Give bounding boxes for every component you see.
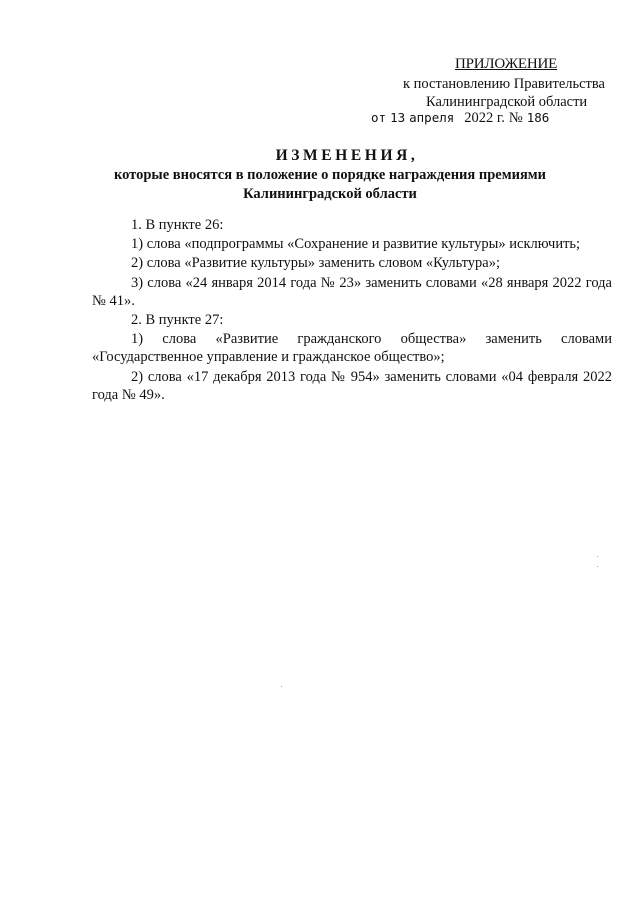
date-prefix: от [371,110,387,125]
date-month: апреля [409,110,455,125]
document-number: 186 [526,110,550,125]
document-title: ИЗМЕНЕНИЯ, [275,147,419,164]
changes-list [92,216,612,404]
appendix-line-resolution: к постановлению Правительства [403,76,605,92]
change-item: 1) слова «подпрограммы «Сохранение и развитие культуры» исключить; [131,236,581,253]
document-subtitle-line1: которые вносятся в положение о порядке награждения премиями [113,167,547,183]
date-day: 13 [390,110,406,125]
appendix-line-region: Калининградской области [426,94,588,110]
date-year: 2022 г. [464,110,505,126]
number-sign: № [508,110,523,126]
appendix-title: ПРИЛОЖЕНИЕ [455,56,558,72]
change-item: 3) слова «24 января 2014 года № 23» заменить словами «28 января 2022 года № 41». [92,274,612,309]
appendix-date-line [371,110,549,127]
scan-artifact [281,686,282,687]
change-item: 2) слова «Развитие культуры» заменить словом «Культура»; [131,255,501,272]
change-item: 1) слова «Развитие гражданского общества» заменить словами «Государственное управление и гражданское общество»; [92,331,612,366]
scan-artifact [597,566,598,567]
change-item: 2) слова «17 декабря 2013 года № 954» заменить словами «04 февраля 2022 года № 49». [92,368,612,403]
scan-artifact [597,556,598,557]
change-item: 2. В пункте 27: [131,312,224,329]
change-item: 1. В пункте 26: [131,217,224,233]
document-subtitle-line2: Калининградской области [243,186,417,202]
